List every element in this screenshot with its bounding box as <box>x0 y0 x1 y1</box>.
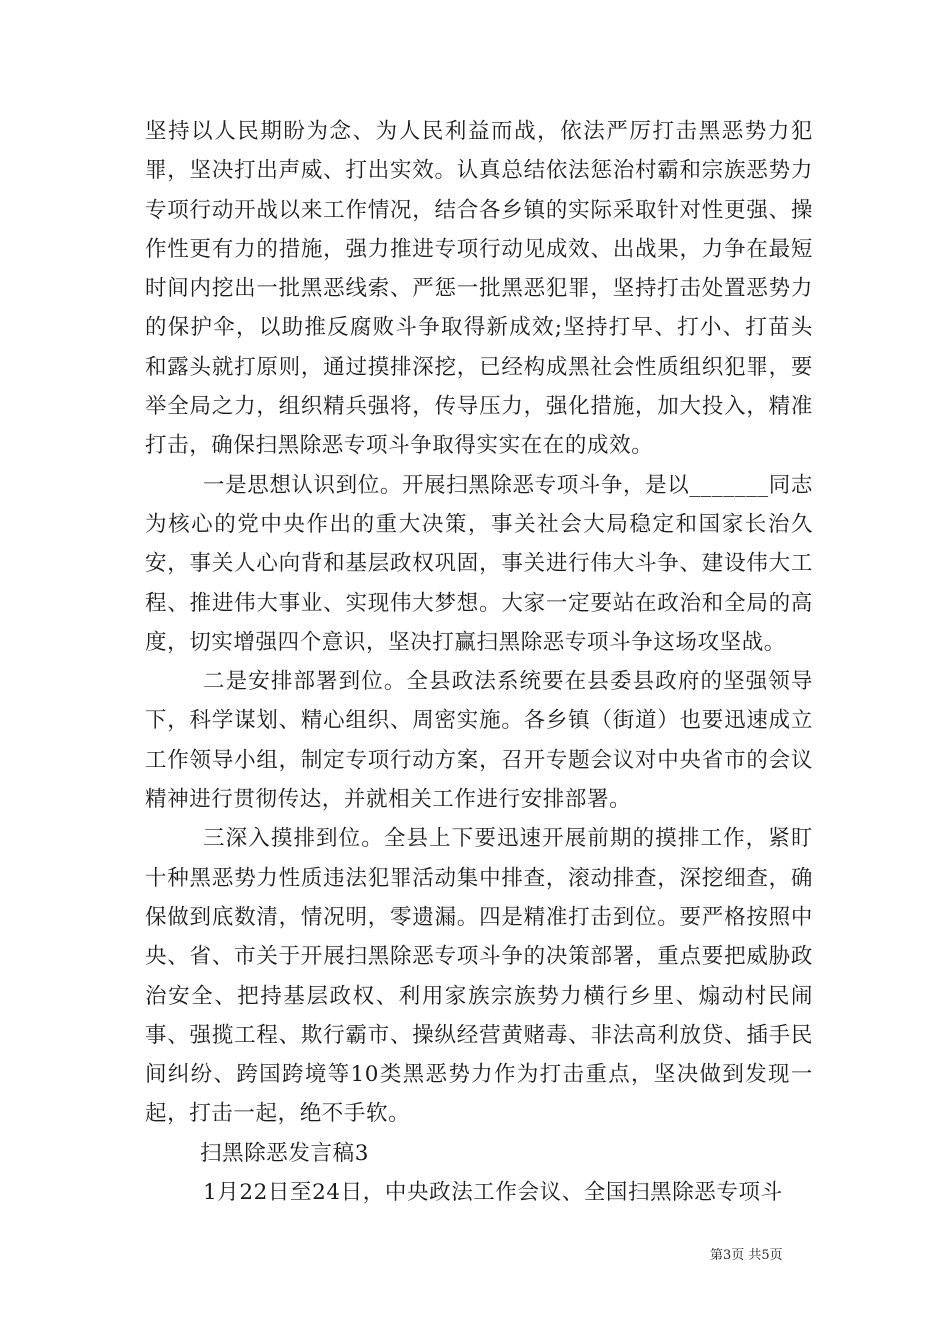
paragraph-4: 三深入摸排到位。全县上下要迅速开展前期的摸排工作，紧盯十种黑恶势力性质违法犯罪活动集中排查，滚动排查，深挖细查，确保做到底数清，情况明，零遗漏。四是精准打击到位。要严格按照中央、省、市关于开展扫黑除恶专项斗争的决策部署，重点要把威胁政治安全、把持基层政权、利用家族宗族势力横行乡里、煽动村民闹事、强揽工程、欺行霸市、操纵经营黄赌毒、非法高利放贷、插手民间纠纷、跨国跨境等10类黑恶势力作为打击重点，坚决做到发现一起，打击一起，绝不手软。 <box>145 826 813 1127</box>
paragraph-3: 二是安排部署到位。全县政法系统要在县委县政府的坚强领导下，科学谋划、精心组织、周密实施。各乡镇（街道）也要迅速成立工作领导小组，制定专项行动方案，召开专题会议对中央省市的会议精神进行贯彻传达，并就相关工作进行安排部署。 <box>145 669 813 813</box>
document-body <box>145 112 813 1212</box>
page-number-footer: 第3页 共5页 <box>710 1248 783 1263</box>
section-heading: 扫黑除恶发言稿3 <box>200 1140 369 1166</box>
paragraph-2: 一是思想认识到位。开展扫黑除恶专项斗争，是以_______同志为核心的党中央作出的重大决策，事关社会大局稳定和国家长治久安，事关人心向背和基层政权巩固，事关进行伟大斗争、建设伟大工程、推进伟大事业、实现伟大梦想。大家一定要站在政治和全局的高度，切实增强四个意识，坚决打赢扫黑除恶专项斗争这场攻坚战。 <box>145 472 813 655</box>
paragraph-5: 1月22日至24日，中央政法工作会议、全国扫黑除恶专项斗 <box>203 1180 783 1206</box>
paragraph-1: 坚持以人民期盼为念、为人民利益而战，依法严厉打击黑恶势力犯罪，坚决打出声威、打出实效。认真总结依法惩治村霸和宗族恶势力专项行动开战以来工作情况，结合各乡镇的实际采取针对性更强、操作性更有力的措施，强力推进专项行动见成效、出战果，力争在最短时间内挖出一批黑恶线索、严惩一批黑恶犯罪，坚持打击处置恶势力的保护伞，以助推反腐败斗争取得新成效;坚持打早、打小、打苗头和露头就打原则，通过摸排深挖，已经构成黑社会性质组织犯罪，要举全局之力，组织精兵强将，传导压力，强化措施，加大投入，精准打击，确保扫黑除恶专项斗争取得实实在在的成效。 <box>145 119 813 459</box>
